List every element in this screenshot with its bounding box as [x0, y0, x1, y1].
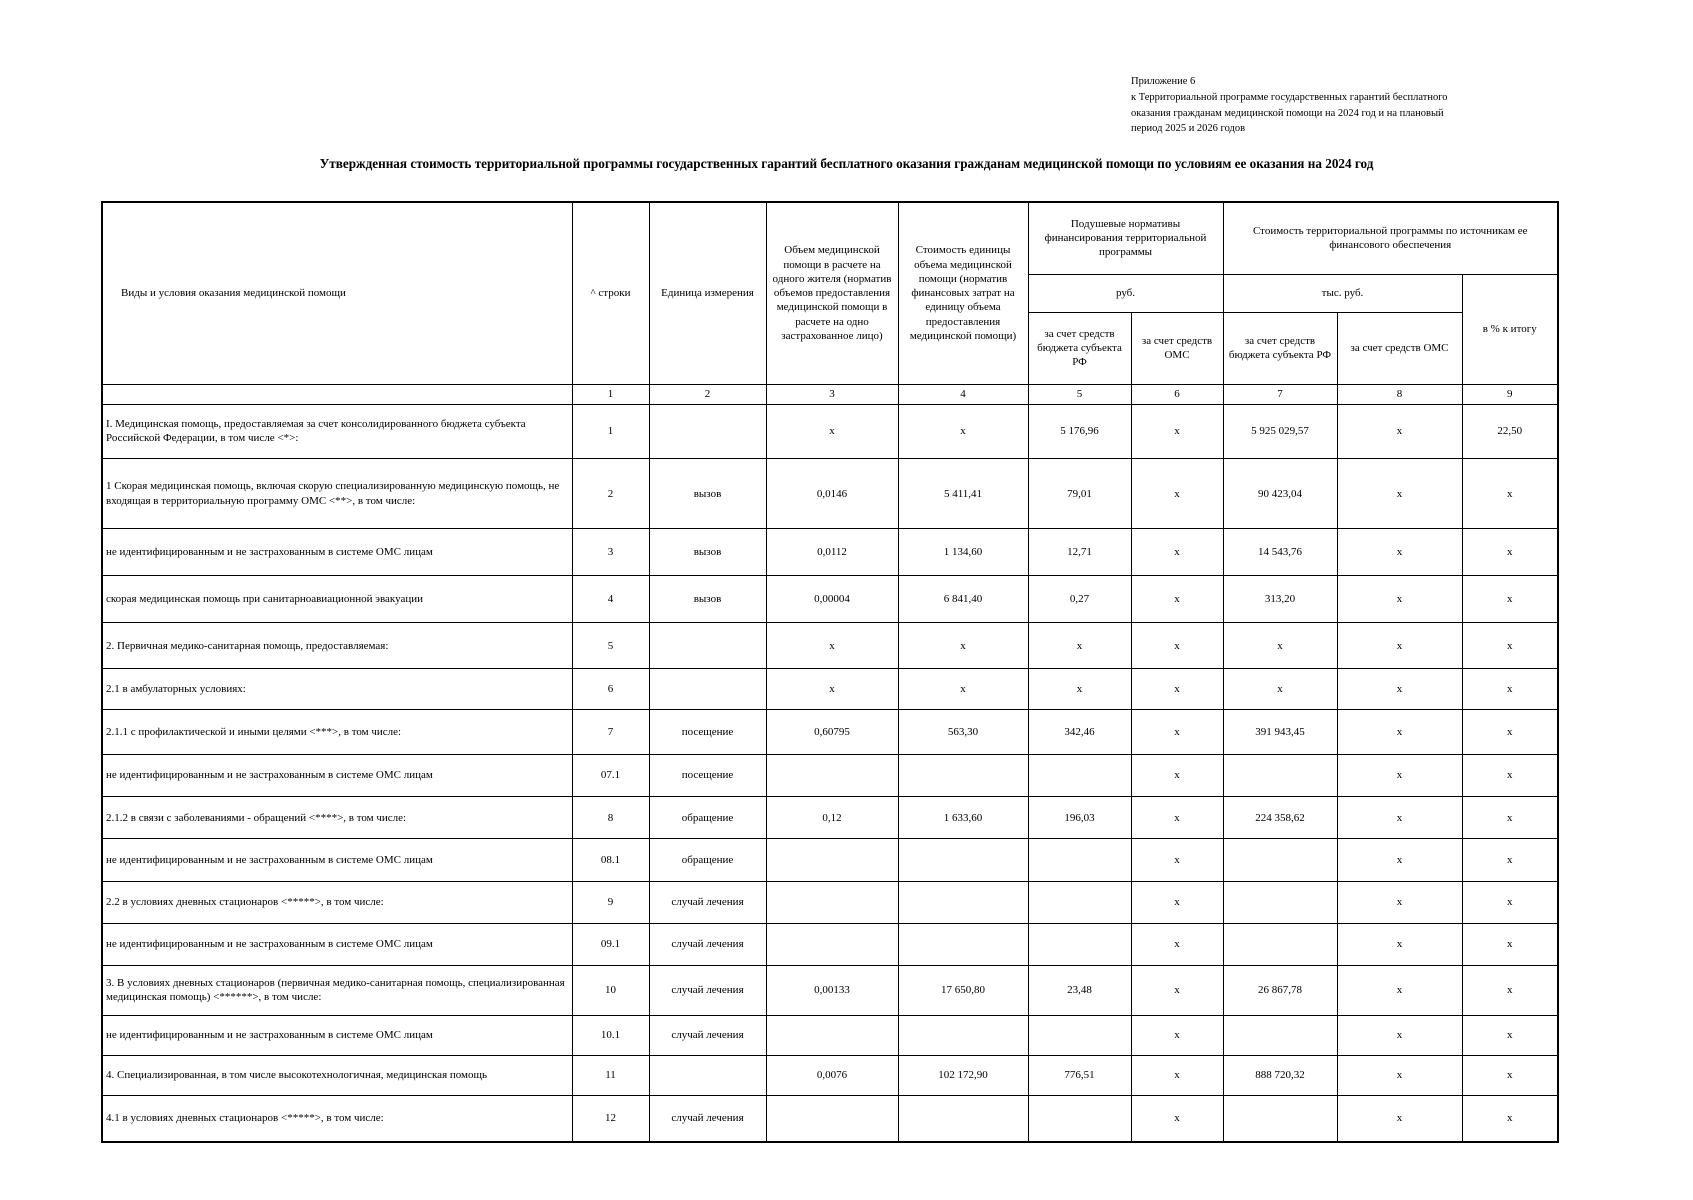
row-number-cell: 10.1 — [572, 1015, 649, 1055]
header-program-cost: Стоимость территориальной программы по источникам ее финансового обеспечения — [1223, 202, 1558, 274]
header-budget-rf: за счет средств бюджета субъекта РФ — [1028, 312, 1131, 384]
budget-rf-per-capita-cell — [1028, 1095, 1131, 1142]
unit-cost-cell: 1 633,60 — [898, 797, 1028, 839]
row-number-cell: 2 — [572, 459, 649, 529]
percent-cell: x — [1462, 623, 1558, 669]
header-thous-rub: тыс. руб. — [1223, 274, 1462, 312]
budget-rf-cost-cell: x — [1223, 669, 1337, 709]
budget-rf-cost-cell — [1223, 839, 1337, 881]
table-row — [102, 709, 1558, 754]
table-row — [102, 881, 1558, 923]
unit-cost-cell: x — [898, 669, 1028, 709]
row-number-cell: 1 — [572, 404, 649, 459]
table-row — [102, 754, 1558, 796]
column-number: 7 — [1223, 384, 1337, 404]
column-number: 1 — [572, 384, 649, 404]
unit-cost-cell: 1 134,60 — [898, 529, 1028, 575]
row-number-cell: 7 — [572, 709, 649, 754]
row-label: 4.1 в условиях дневных стационаров <*****>, в том числе: — [102, 1095, 572, 1142]
budget-rf-cost-cell — [1223, 1095, 1337, 1142]
oms-per-capita-cell: x — [1131, 754, 1223, 796]
oms-per-capita-cell: x — [1131, 881, 1223, 923]
table-row — [102, 923, 1558, 965]
oms-per-capita-cell: x — [1131, 1095, 1223, 1142]
oms-cost-cell: x — [1337, 709, 1462, 754]
budget-rf-per-capita-cell: x — [1028, 623, 1131, 669]
volume-cell: 0,00004 — [766, 575, 898, 623]
row-number-cell: 8 — [572, 797, 649, 839]
budget-rf-per-capita-cell: 342,46 — [1028, 709, 1131, 754]
row-number-cell: 11 — [572, 1055, 649, 1095]
percent-cell: x — [1462, 966, 1558, 1016]
row-label: 1 Скорая медицинская помощь, включая скорую специализированную медицинскую помощь, не входящая в территориальную программу ОМС <**>, в том числе: — [102, 459, 572, 529]
table-row — [102, 669, 1558, 709]
percent-cell: x — [1462, 797, 1558, 839]
budget-rf-per-capita-cell — [1028, 881, 1131, 923]
oms-per-capita-cell: x — [1131, 623, 1223, 669]
header-per-capita: Подушевые нормативы финансирования территориальной программы — [1028, 202, 1223, 274]
row-label: 2.2 в условиях дневных стационаров <*****>, в том числе: — [102, 881, 572, 923]
row-label: не идентифицированным и не застрахованным в системе ОМС лицам — [102, 529, 572, 575]
oms-cost-cell: x — [1337, 966, 1462, 1016]
budget-rf-per-capita-cell: 79,01 — [1028, 459, 1131, 529]
budget-rf-cost-cell: x — [1223, 623, 1337, 669]
appendix-line: Приложение 6 — [1131, 76, 1196, 87]
row-number-cell: 5 — [572, 623, 649, 669]
budget-rf-cost-cell: 90 423,04 — [1223, 459, 1337, 529]
budget-rf-cost-cell: 313,20 — [1223, 575, 1337, 623]
column-number: 2 — [649, 384, 766, 404]
column-number: 9 — [1462, 384, 1558, 404]
header-unit-cost: Стоимость единицы объема медицинской помощи (норматив финансовых затрат на единицу объема предоставления медицинской помощи) — [898, 202, 1028, 384]
unit-cost-cell — [898, 923, 1028, 965]
unit-cell: обращение — [649, 797, 766, 839]
percent-cell: x — [1462, 459, 1558, 529]
unit-cost-cell — [898, 881, 1028, 923]
volume-cell — [766, 923, 898, 965]
oms-cost-cell: x — [1337, 1055, 1462, 1095]
table-row — [102, 1015, 1558, 1055]
budget-rf-per-capita-cell — [1028, 839, 1131, 881]
percent-cell: x — [1462, 754, 1558, 796]
volume-cell: 0,00133 — [766, 966, 898, 1016]
oms-per-capita-cell: x — [1131, 839, 1223, 881]
row-label: 4. Специализированная, в том числе высокотехнологичная, медицинская помощь — [102, 1055, 572, 1095]
oms-per-capita-cell: x — [1131, 529, 1223, 575]
column-number-blank — [102, 384, 572, 404]
oms-per-capita-cell: x — [1131, 709, 1223, 754]
row-number-cell: 4 — [572, 575, 649, 623]
volume-cell: 0,0146 — [766, 459, 898, 529]
volume-cell — [766, 1095, 898, 1142]
budget-rf-per-capita-cell — [1028, 923, 1131, 965]
table-row — [102, 529, 1558, 575]
table-row — [102, 966, 1558, 1016]
table-row — [102, 1095, 1558, 1142]
percent-cell: x — [1462, 575, 1558, 623]
budget-rf-cost-cell — [1223, 923, 1337, 965]
unit-cell: случай лечения — [649, 1015, 766, 1055]
row-label: 3. В условиях дневных стационаров (первичная медико-санитарная помощь, специализированная медицинская помощь) <******>, в том числе: — [102, 966, 572, 1016]
percent-cell: x — [1462, 709, 1558, 754]
table-row — [102, 623, 1558, 669]
row-number-cell: 12 — [572, 1095, 649, 1142]
header-rub: руб. — [1028, 274, 1223, 312]
budget-rf-per-capita-cell: 12,71 — [1028, 529, 1131, 575]
volume-cell: x — [766, 669, 898, 709]
row-number-cell: 09.1 — [572, 923, 649, 965]
header-oms: за счет средств ОМС — [1131, 312, 1223, 384]
oms-per-capita-cell: x — [1131, 797, 1223, 839]
budget-rf-per-capita-cell: 196,03 — [1028, 797, 1131, 839]
column-number: 6 — [1131, 384, 1223, 404]
oms-cost-cell: x — [1337, 404, 1462, 459]
unit-cost-cell — [898, 754, 1028, 796]
oms-cost-cell: x — [1337, 839, 1462, 881]
oms-cost-cell: x — [1337, 1095, 1462, 1142]
budget-rf-cost-cell: 26 867,78 — [1223, 966, 1337, 1016]
row-label: не идентифицированным и не застрахованным в системе ОМС лицам — [102, 1015, 572, 1055]
row-number-cell: 3 — [572, 529, 649, 575]
percent-cell: x — [1462, 839, 1558, 881]
unit-cell: случай лечения — [649, 966, 766, 1016]
oms-per-capita-cell: x — [1131, 923, 1223, 965]
row-label: 2.1 в амбулаторных условиях: — [102, 669, 572, 709]
volume-cell: 0,0112 — [766, 529, 898, 575]
unit-cost-cell: 5 411,41 — [898, 459, 1028, 529]
volume-cell: 0,0076 — [766, 1055, 898, 1095]
unit-cell: случай лечения — [649, 1095, 766, 1142]
header-budget-rf-2: за счет средств бюджета субъекта РФ — [1223, 312, 1337, 384]
percent-cell: x — [1462, 1015, 1558, 1055]
column-number: 4 — [898, 384, 1028, 404]
row-number-cell: 10 — [572, 966, 649, 1016]
volume-cell — [766, 881, 898, 923]
unit-cell — [649, 404, 766, 459]
oms-per-capita-cell: x — [1131, 459, 1223, 529]
row-number-cell: 08.1 — [572, 839, 649, 881]
row-label: 2.1.1 с профилактической и иными целями <***>, в том числе: — [102, 709, 572, 754]
volume-cell — [766, 839, 898, 881]
budget-rf-cost-cell: 391 943,45 — [1223, 709, 1337, 754]
unit-cell — [649, 623, 766, 669]
row-number-cell: 6 — [572, 669, 649, 709]
budget-rf-per-capita-cell: 5 176,96 — [1028, 404, 1131, 459]
oms-per-capita-cell: x — [1131, 669, 1223, 709]
table-row — [102, 459, 1558, 529]
table-row — [102, 1055, 1558, 1095]
budget-rf-cost-cell: 888 720,32 — [1223, 1055, 1337, 1095]
volume-cell: x — [766, 404, 898, 459]
oms-cost-cell: x — [1337, 575, 1462, 623]
percent-cell: x — [1462, 923, 1558, 965]
oms-cost-cell: x — [1337, 459, 1462, 529]
document-title: Утвержденная стоимость территориальной программы государственных гарантий бесплатного оказания гражданам медицинской помощи по условиям ее оказания на 2024 год — [319, 156, 1374, 171]
table-row — [102, 575, 1558, 623]
volume-cell: 0,12 — [766, 797, 898, 839]
unit-cost-cell: 563,30 — [898, 709, 1028, 754]
volume-cell — [766, 754, 898, 796]
oms-cost-cell: x — [1337, 797, 1462, 839]
budget-rf-cost-cell — [1223, 881, 1337, 923]
unit-cell: вызов — [649, 575, 766, 623]
unit-cell — [649, 669, 766, 709]
unit-cost-cell — [898, 1015, 1028, 1055]
column-number: 8 — [1337, 384, 1462, 404]
budget-rf-cost-cell — [1223, 754, 1337, 796]
unit-cell: обращение — [649, 839, 766, 881]
unit-cost-cell: 102 172,90 — [898, 1055, 1028, 1095]
appendix-line: оказания гражданам медицинской помощи на 2024 год и на плановый — [1131, 107, 1444, 119]
percent-cell: x — [1462, 881, 1558, 923]
budget-rf-per-capita-cell — [1028, 754, 1131, 796]
oms-per-capita-cell: x — [1131, 966, 1223, 1016]
row-label: 2.1.2 в связи с заболеваниями - обращений <****>, в том числе: — [102, 797, 572, 839]
unit-cell: посещение — [649, 754, 766, 796]
oms-per-capita-cell: x — [1131, 1015, 1223, 1055]
row-number-cell: 07.1 — [572, 754, 649, 796]
budget-rf-per-capita-cell: 776,51 — [1028, 1055, 1131, 1095]
table-row — [102, 404, 1558, 459]
oms-cost-cell: x — [1337, 1015, 1462, 1055]
volume-cell — [766, 1015, 898, 1055]
budget-rf-per-capita-cell — [1028, 1015, 1131, 1055]
percent-cell: 22,50 — [1462, 404, 1558, 459]
column-number: 3 — [766, 384, 898, 404]
budget-rf-per-capita-cell: x — [1028, 669, 1131, 709]
unit-cell: вызов — [649, 529, 766, 575]
row-number-cell: 9 — [572, 881, 649, 923]
unit-cell: вызов — [649, 459, 766, 529]
unit-cost-cell: x — [898, 404, 1028, 459]
row-label: скорая медицинская помощь при санитарноавиационной эвакуации — [102, 575, 572, 623]
oms-cost-cell: x — [1337, 754, 1462, 796]
row-label: 2. Первичная медико-санитарная помощь, предоставляемая: — [102, 623, 572, 669]
row-label: не идентифицированным и не застрахованным в системе ОМС лицам — [102, 839, 572, 881]
oms-cost-cell: x — [1337, 529, 1462, 575]
oms-per-capita-cell: x — [1131, 404, 1223, 459]
oms-cost-cell: x — [1337, 623, 1462, 669]
row-label: не идентифицированным и не застрахованным в системе ОМС лицам — [102, 923, 572, 965]
budget-rf-cost-cell — [1223, 1015, 1337, 1055]
unit-cost-cell — [898, 839, 1028, 881]
budget-rf-per-capita-cell: 0,27 — [1028, 575, 1131, 623]
header-percent: в % к итогу — [1462, 274, 1558, 384]
budget-rf-cost-cell: 5 925 029,57 — [1223, 404, 1337, 459]
row-label: не идентифицированным и не застрахованным в системе ОМС лицам — [102, 754, 572, 796]
header-types: Виды и условия оказания медицинской помощи — [102, 202, 572, 384]
unit-cell: случай лечения — [649, 881, 766, 923]
header-oms-2: за счет средств ОМС — [1337, 312, 1462, 384]
volume-cell: x — [766, 623, 898, 669]
column-number: 5 — [1028, 384, 1131, 404]
header-unit: Единица измерения — [649, 202, 766, 384]
budget-rf-per-capita-cell: 23,48 — [1028, 966, 1131, 1016]
row-label: I. Медицинская помощь, предоставляемая за счет консолидированного бюджета субъекта Российской Федерации, в том числе <*>: — [102, 404, 572, 459]
unit-cost-cell: 17 650,80 — [898, 966, 1028, 1016]
column-numbers-row — [102, 384, 1558, 404]
percent-cell: x — [1462, 529, 1558, 575]
appendix-line: к Территориальной программе государственных гарантий бесплатного — [1131, 91, 1448, 103]
table-row — [102, 839, 1558, 881]
unit-cell — [649, 1055, 766, 1095]
unit-cost-cell: 6 841,40 — [898, 575, 1028, 623]
table-body — [102, 404, 1558, 1142]
unit-cell: случай лечения — [649, 923, 766, 965]
oms-cost-cell: x — [1337, 669, 1462, 709]
unit-cost-cell — [898, 1095, 1028, 1142]
volume-cell: 0,60795 — [766, 709, 898, 754]
unit-cost-cell: x — [898, 623, 1028, 669]
appendix-note — [1131, 74, 1551, 137]
appendix-line: период 2025 и 2026 годов — [1131, 123, 1246, 135]
oms-cost-cell: x — [1337, 881, 1462, 923]
percent-cell: x — [1462, 669, 1558, 709]
header-row-number: ^ строки — [572, 202, 649, 384]
percent-cell: x — [1462, 1095, 1558, 1142]
percent-cell: x — [1462, 1055, 1558, 1095]
oms-per-capita-cell: x — [1131, 1055, 1223, 1095]
budget-rf-cost-cell: 224 358,62 — [1223, 797, 1337, 839]
cost-table — [101, 201, 1559, 1143]
budget-rf-cost-cell: 14 543,76 — [1223, 529, 1337, 575]
header-volume: Объем медицинской помощи в расчете на одного жителя (норматив объемов предоставления медицинской помощи в расчете на одно застрахованное лицо) — [766, 202, 898, 384]
oms-cost-cell: x — [1337, 923, 1462, 965]
table-row — [102, 797, 1558, 839]
oms-per-capita-cell: x — [1131, 575, 1223, 623]
unit-cell: посещение — [649, 709, 766, 754]
